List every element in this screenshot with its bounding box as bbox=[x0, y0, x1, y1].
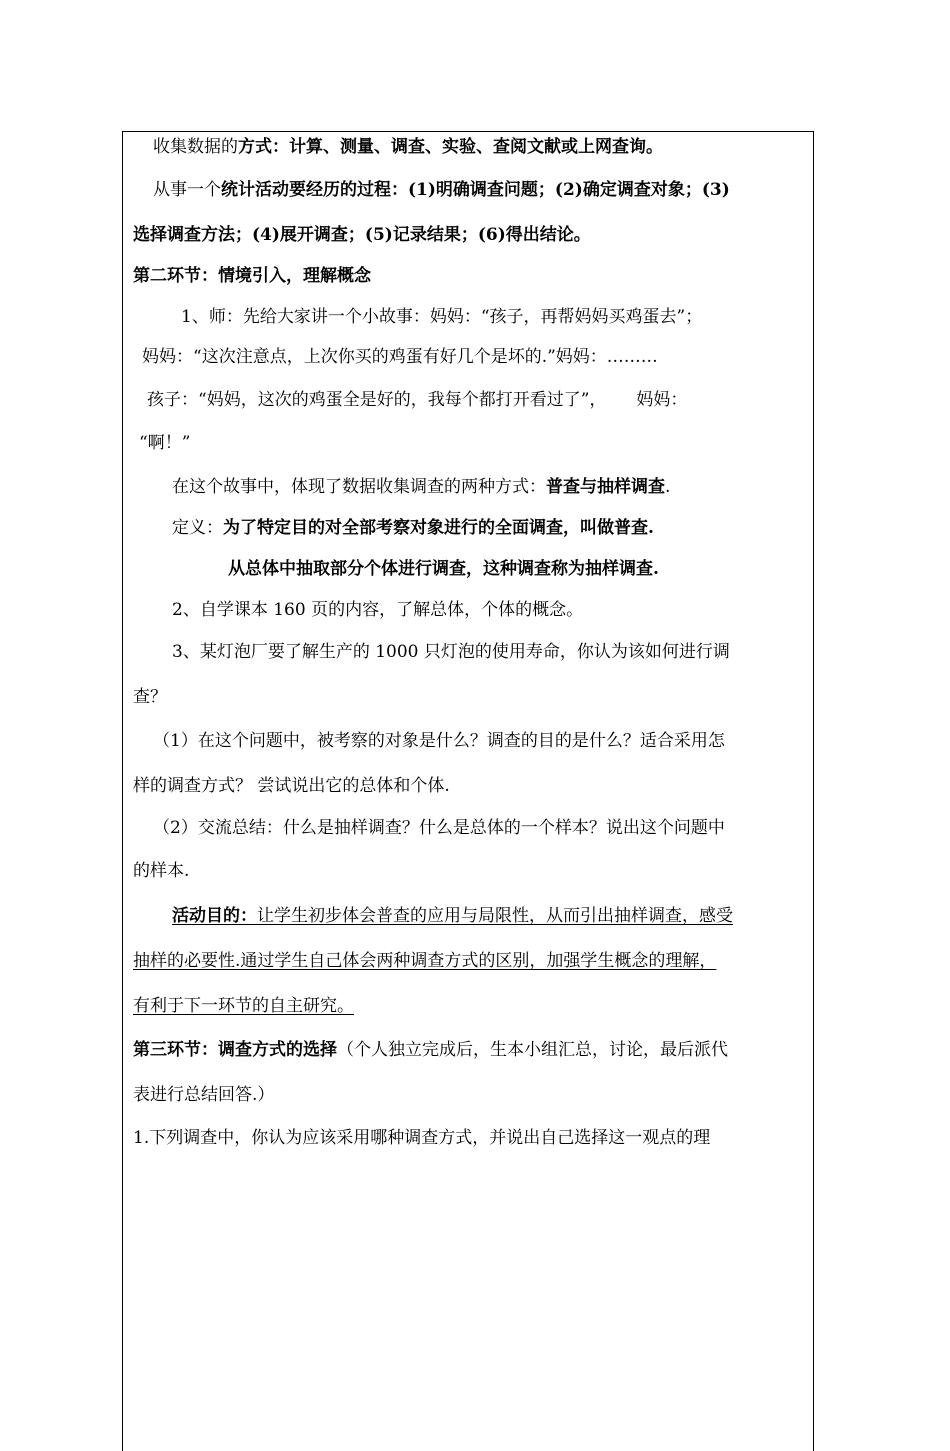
text-run: 孩子：“妈妈，这次的鸡蛋全是好的，我每个都打开看过了”， bbox=[147, 390, 607, 410]
text-line bbox=[172, 517, 654, 539]
text-line: （1）在这个问题中，被考察的对象是什么？调查的目的是什么？适合采用怎 bbox=[153, 731, 725, 751]
text-line: 抽样的必要性.通过学生自己体会两种调查方式的区别，加强学生概念的理解， bbox=[133, 951, 717, 971]
text-run: 在这个故事中，体现了数据收集调查的两种方式： bbox=[172, 477, 546, 497]
text-run: 定义： bbox=[172, 518, 223, 538]
text-line bbox=[172, 905, 733, 927]
text-line: 选择调查方法；(4)展开调查；(5)记录结果；(6)得出结论。 bbox=[133, 225, 591, 245]
text-line bbox=[153, 179, 730, 201]
section-heading: 第三环节：调查方式的选择 bbox=[133, 1040, 337, 1060]
text-line bbox=[147, 389, 687, 411]
text-run: 收集数据的 bbox=[153, 137, 238, 157]
text-line: 表进行总结回答.） bbox=[133, 1085, 275, 1105]
text-line: 查？ bbox=[133, 687, 167, 707]
text-line: 样的调查方式？ 尝试说出它的总体和个体. bbox=[133, 776, 450, 796]
text-line: 2、自学课本 160 页的内容，了解总体，个体的概念。 bbox=[172, 600, 584, 620]
text-line: 3、某灯泡厂要了解生产的 1000 只灯泡的使用寿命，你认为该如何进行调 bbox=[172, 642, 730, 662]
text-run: 妈妈： bbox=[636, 390, 688, 410]
text-line: （2）交流总结：什么是抽样调查？什么是总体的一个样本？说出这个问题中 bbox=[153, 818, 725, 838]
text-line: 妈妈：“这次注意点，上次你买的鸡蛋有好几个是坏的.”妈妈：……… bbox=[142, 347, 658, 367]
text-line: 有利于下一环节的自主研究。 bbox=[133, 996, 354, 1016]
section-heading: 第二环节：情境引入，理解概念 bbox=[133, 266, 371, 286]
bold-text: 普查与抽样调查 bbox=[546, 477, 665, 497]
text-run: 从事一个 bbox=[153, 180, 221, 200]
text-line: 1.下列调查中，你认为应该采用哪种调查方式，并说出自己选择这一观点的理 bbox=[133, 1128, 711, 1148]
text-line: “啊！” bbox=[139, 433, 191, 453]
text-line bbox=[153, 136, 663, 158]
text-run: （个人独立完成后，生本小组汇总，讨论，最后派代 bbox=[337, 1040, 728, 1060]
bold-text: 活动目的： bbox=[172, 906, 257, 926]
bold-text: 为了特定目的对全部考察对象进行的全面调查，叫做普查. bbox=[223, 518, 654, 538]
text-line: 1、师：先给大家讲一个小故事：妈妈：“孩子，再帮妈妈买鸡蛋去”； bbox=[181, 307, 703, 327]
text-line: 的样本. bbox=[133, 861, 190, 881]
text-run: . bbox=[665, 477, 671, 497]
bold-text: 统计活动要经历的过程：(1)明确调查问题；(2)确定调查对象；(3) bbox=[221, 180, 730, 200]
text-line: 从总体中抽取部分个体进行调查，这种调查称为抽样调查. bbox=[228, 559, 659, 579]
text-line bbox=[172, 476, 670, 498]
bold-text: 方式：计算、测量、调查、实验、查阅文献或上网查询。 bbox=[238, 137, 663, 157]
text-run: 让学生初步体会普查的应用与局限性，从而引出抽样调查，感受 bbox=[257, 906, 733, 926]
text-line bbox=[133, 1039, 728, 1061]
